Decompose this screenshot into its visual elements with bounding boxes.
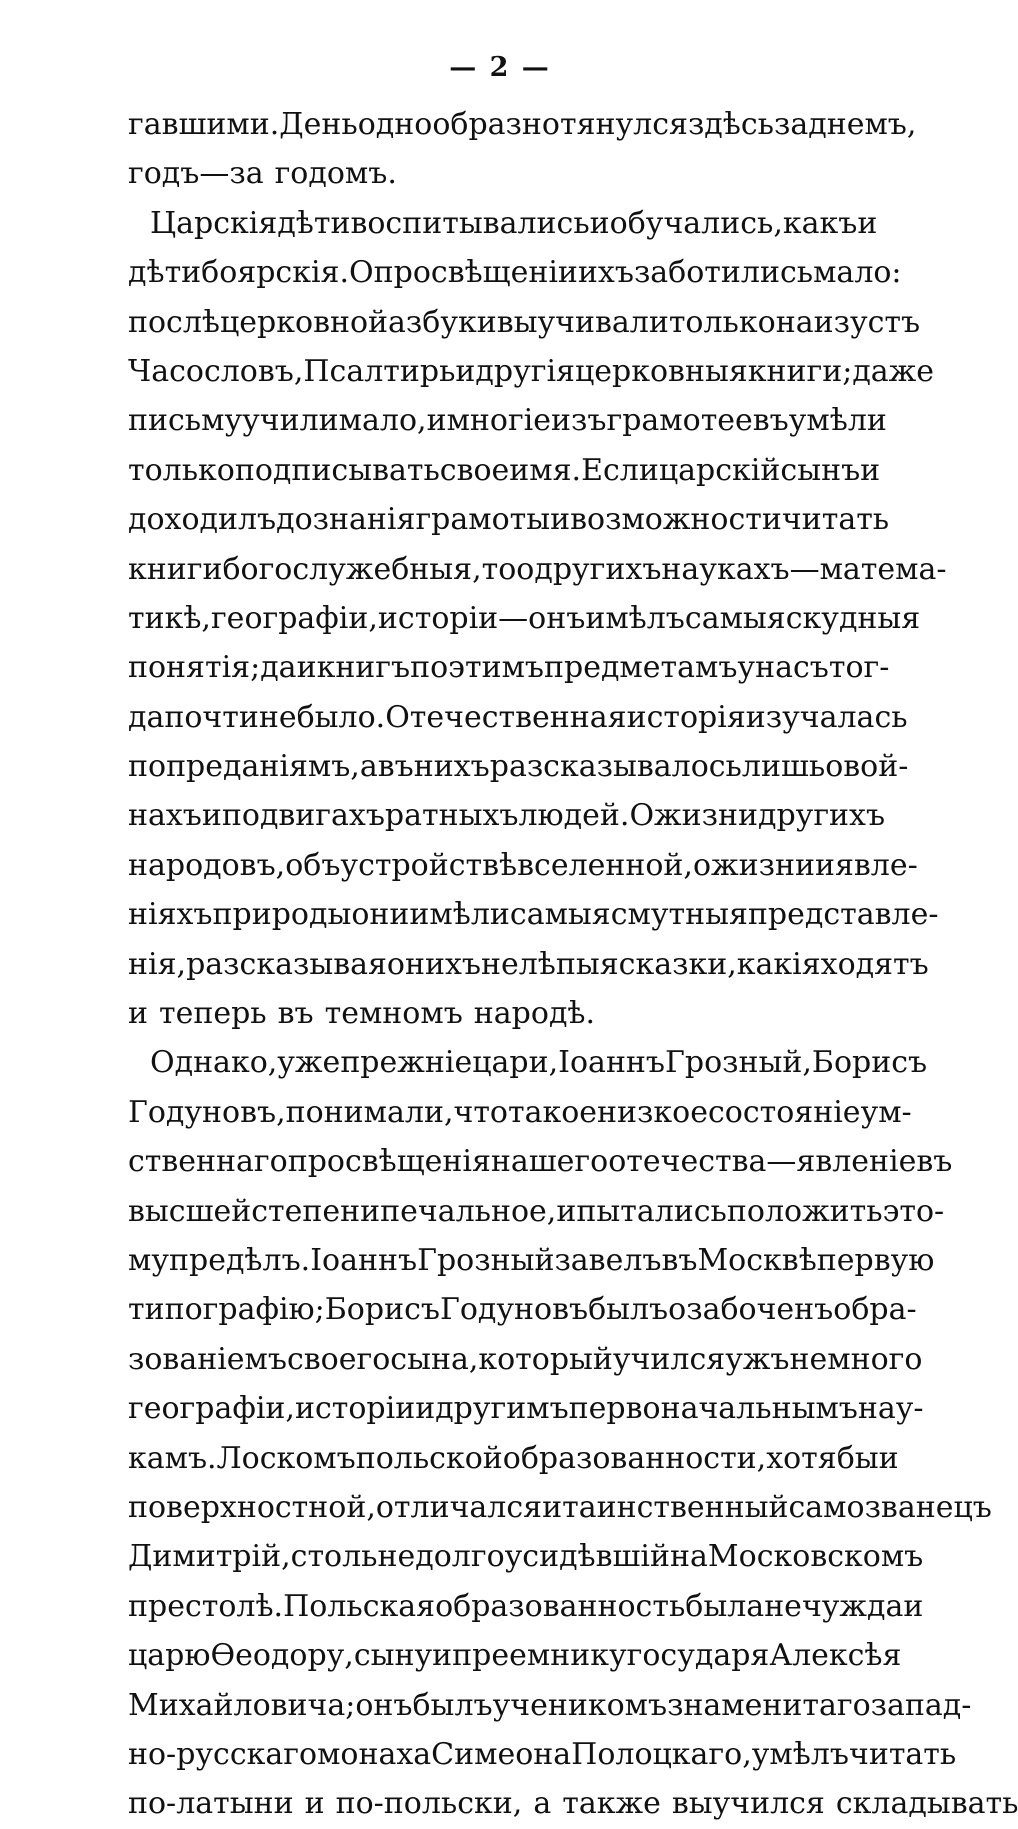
text-line: доходилъ до знанія грамоты и возможности читать	[128, 502, 890, 538]
text-line: поверхностной, отличался и таинственный самозванецъ	[128, 1489, 992, 1525]
text-line: камъ. Лоскомъ польской образованности, хотя бы и	[128, 1440, 899, 1476]
text-line: Михайловича; онъ былъ ученикомъ знаменитаго запад-	[128, 1687, 972, 1723]
text-line: царю Ѳеодору, сыну и преемнику государя Алексѣя	[128, 1638, 902, 1674]
text-line: дѣти боярскія. О просвѣщеніи ихъ заботились мало:	[128, 255, 902, 291]
text-line: народовъ, объ устройствѣ вселенной, о жизни и явле-	[128, 847, 918, 883]
text-line: понятія; да и книгъ по этимъ предметамъ у насъ тог-	[128, 650, 890, 686]
text-line: ніяхъ природы они имѣли самыя смутныя представле-	[128, 897, 939, 933]
text-line: му предѣлъ. Іоаннъ Грозный завелъ въ Москвѣ первую	[128, 1242, 935, 1278]
text-line: тикѣ, географіи, исторіи—онъ имѣлъ самыя скудныя	[128, 600, 921, 636]
text-line: только подписывать свое имя. Если царскій сынъ и	[128, 452, 881, 488]
text-line: Однако, уже прежніе цари, Іоаннъ Грозный, Борисъ	[150, 1045, 928, 1081]
text-line: Часословъ, Псалтирь и другія церковныя книги; даже	[128, 353, 935, 389]
text-line: Димитрій, столь недолго усидѣвшій на Московскомъ	[128, 1539, 924, 1575]
body-text	[128, 100, 1018, 1829]
text-line: книги богослужебныя, то о другихъ наукахъ—матема-	[128, 551, 947, 587]
text-line: географіи, исторіи и другимъ первоначальнымъ нау-	[128, 1391, 924, 1427]
text-line: нахъ и подвигахъ ратныхъ людей. О жизни другихъ	[128, 798, 886, 834]
text-line: гавшими. День однообразно тянулся здѣсь за днемъ,	[128, 107, 917, 142]
text-line: престолѣ. Польская образованность была не чужда и	[128, 1588, 924, 1624]
text-line: да почти не было. Отечественная исторія изучалась	[128, 699, 908, 735]
text-line: послѣ церковной азбуки выучивали только наизустъ	[128, 304, 921, 340]
text-line: типографію; Борисъ Годуновъ былъ озабоченъ обра-	[128, 1292, 917, 1328]
page-number: — 2 —	[449, 52, 551, 83]
text-line: высшей степени печальное, и пытались положить это-	[128, 1193, 945, 1229]
text-line: годъ—за годомъ.	[128, 156, 397, 192]
text-line: и теперь въ темномъ народѣ.	[128, 996, 596, 1032]
text-line: но-русскаго монаха Симеона Полоцкаго, умѣлъ читать	[128, 1736, 957, 1772]
text-line: Годуновъ, понимали, что такое низкое состояніе ум-	[128, 1094, 912, 1130]
text-line: Царскія дѣти воспитывались и обучались, какъ и	[150, 205, 878, 241]
text-line: зованіемъ своего сына, который учился ужъ немного	[128, 1341, 923, 1377]
text-line: письму учили мало, и многіе изъ грамотеевъ умѣли	[128, 403, 887, 439]
text-line: нія, разсказывая о нихъ нелѣпыя сказки, какія ходятъ	[128, 946, 929, 982]
text-line: по-латыни и по-польски, а также выучился складывать	[128, 1786, 1018, 1822]
text-line: по преданіямъ, а въ нихъ разсказывалось лишь о вой-	[128, 749, 909, 785]
text-line: ственнаго просвѣщенія нашего отечества—явленіе въ	[128, 1144, 953, 1180]
